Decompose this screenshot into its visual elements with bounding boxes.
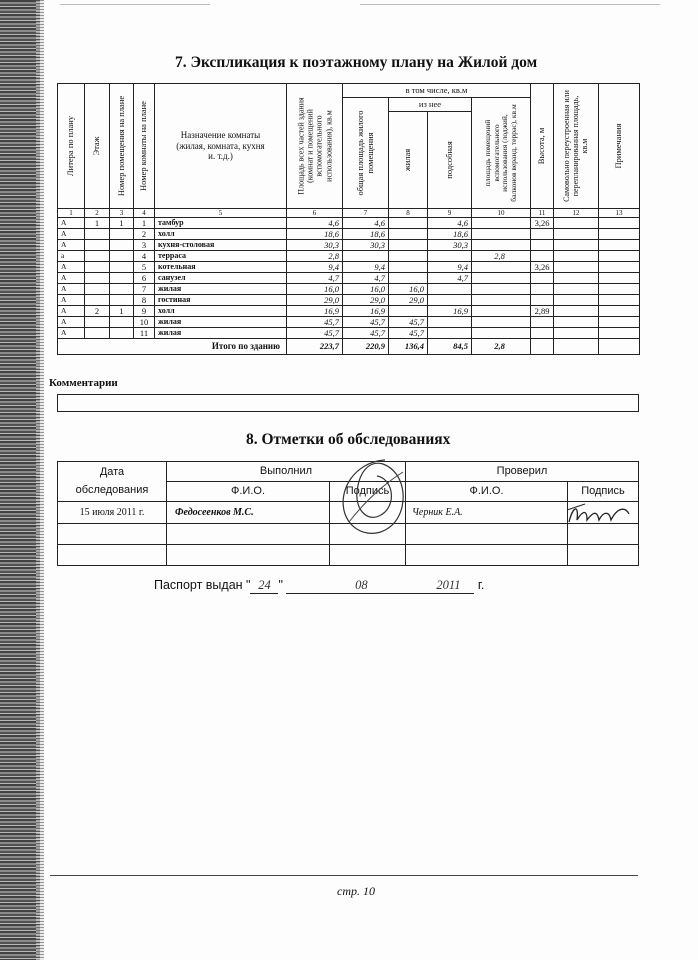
passport-issued-line: Паспорт выдан " 24 " 08 2011 г. [154, 578, 485, 592]
header-primechaniya: Примечания [599, 84, 640, 209]
cell-nomer-komnaty: 11 [134, 328, 155, 339]
cell-naznachenie: тамбур [155, 218, 287, 229]
table-row [58, 218, 640, 229]
cell-etazh [85, 284, 110, 295]
cell-primechaniya [599, 284, 640, 295]
page-number: стр. 10 [337, 884, 375, 898]
table-row [58, 262, 640, 273]
cell-primechaniya [599, 317, 640, 328]
cell-naznachenie: жилая [155, 328, 287, 339]
cell-nomer-pomeshcheniya [110, 273, 134, 284]
total-obshchaya: 220,9 [343, 339, 389, 355]
cell-vysota [531, 295, 554, 306]
cell-litera: А [58, 306, 85, 317]
cell-vysota: 2,89 [531, 306, 554, 317]
cell-ploshchad: 4,6 [287, 218, 343, 229]
cell-primechaniya [599, 273, 640, 284]
table-row [58, 251, 640, 262]
cell-primechaniya [599, 218, 640, 229]
cell-nomer-komnaty: 6 [134, 273, 155, 284]
cell-podsobnaya [428, 284, 472, 295]
total-zhilaya: 136,4 [389, 339, 428, 355]
cell-vspomogatelnaya [472, 218, 531, 229]
cell-zhilaya: 29,0 [389, 295, 428, 306]
cell-obshchaya: 45,7 [343, 328, 389, 339]
cell-vspomogatelnaya [472, 295, 531, 306]
cell-podsobnaya: 18,6 [428, 229, 472, 240]
cell-podsobnaya: 4,7 [428, 273, 472, 284]
header-vysota: Высота, м [531, 84, 554, 209]
total-row [58, 339, 640, 355]
cell-obshchaya: 4,6 [343, 218, 389, 229]
cell-zhilaya [389, 229, 428, 240]
cell-samovolno [554, 240, 599, 251]
cell-zhilaya: 16,0 [389, 284, 428, 295]
header-iz-nee: из нее [389, 98, 472, 112]
cell-etazh [85, 273, 110, 284]
cell-nomer-pomeshcheniya: 1 [110, 306, 134, 317]
header-proveril: Проверил [406, 462, 639, 482]
total-label: Итого по зданию [58, 339, 287, 355]
cell-nomer-komnaty: 4 [134, 251, 155, 262]
cell-etazh [85, 229, 110, 240]
table-row [58, 284, 640, 295]
cell-etazh [85, 262, 110, 273]
exam-checker: Черник Е.А. [406, 502, 568, 524]
cell-zhilaya [389, 218, 428, 229]
cell-litera: А [58, 317, 85, 328]
cell-nomer-komnaty: 3 [134, 240, 155, 251]
cell-vysota [531, 317, 554, 328]
cell-litera: А [58, 273, 85, 284]
table-row [58, 317, 640, 328]
cell-ploshchad: 4,7 [287, 273, 343, 284]
cell-primechaniya [599, 262, 640, 273]
explication-table [57, 83, 640, 355]
total-podsobnaya: 84,5 [428, 339, 472, 355]
cell-nomer-komnaty: 5 [134, 262, 155, 273]
cell-ploshchad: 18,6 [287, 229, 343, 240]
table-row [58, 328, 640, 339]
explication-rows [58, 218, 640, 339]
cell-samovolno [554, 328, 599, 339]
header-podpis-checker: Подпись [568, 482, 639, 502]
cell-vspomogatelnaya: 2,8 [472, 251, 531, 262]
header-naznachenie: Назначение комнаты (жилая, комната, кухня и. т.д.) [155, 84, 287, 209]
passport-label: Паспорт выдан [154, 578, 243, 592]
header-nomer-komnaty: Номер комнаты на плане [134, 84, 155, 209]
cell-nomer-pomeshcheniya: 1 [110, 218, 134, 229]
column-numbers-row: 1 2 3 4 5 6 7 8 9 10 11 12 13 [58, 209, 640, 218]
binding-edge [0, 0, 40, 960]
header-samovolno: Самовольно переустроенная или перепланированная площадь, кв.м [554, 84, 599, 209]
performer-signature-cell [330, 502, 406, 524]
cell-vspomogatelnaya [472, 262, 531, 273]
cell-primechaniya [599, 240, 640, 251]
cell-nomer-komnaty: 2 [134, 229, 155, 240]
cell-podsobnaya [428, 317, 472, 328]
cell-vysota [531, 284, 554, 295]
exam-row [58, 524, 639, 545]
cell-nomer-pomeshcheniya [110, 284, 134, 295]
cell-naznachenie: жилая [155, 284, 287, 295]
cell-ploshchad: 9,4 [287, 262, 343, 273]
cell-obshchaya: 18,6 [343, 229, 389, 240]
cell-vysota: 3,26 [531, 262, 554, 273]
cell-vspomogatelnaya [472, 328, 531, 339]
cell-zhilaya [389, 240, 428, 251]
cell-ploshchad: 30,3 [287, 240, 343, 251]
cell-nomer-pomeshcheniya [110, 262, 134, 273]
total-vspomogatelnaya: 2,8 [472, 339, 531, 355]
cell-litera: А [58, 229, 85, 240]
cell-nomer-komnaty: 1 [134, 218, 155, 229]
passport-month: 08 [286, 578, 436, 594]
exam-row [58, 502, 639, 524]
cell-zhilaya [389, 251, 428, 262]
header-v-tom-chisle: в том числе, кв.м [343, 84, 531, 98]
header-ploshchad: Площадь всех частей здания (комнат и помещений вспомогательного использования), кв.м [287, 84, 343, 209]
comments-field [57, 394, 639, 412]
table-row [58, 229, 640, 240]
table-row [58, 295, 640, 306]
header-podpis-performer: Подпись [330, 482, 406, 502]
header-zhilaya: жилая [389, 112, 428, 209]
cell-zhilaya [389, 273, 428, 284]
cell-etazh [85, 328, 110, 339]
cell-vysota: 3,26 [531, 218, 554, 229]
cell-naznachenie: санузел [155, 273, 287, 284]
cell-samovolno [554, 218, 599, 229]
cell-samovolno [554, 306, 599, 317]
cell-obshchaya: 4,7 [343, 273, 389, 284]
header-obshchaya: общая площадь жилого помещения [343, 98, 389, 209]
header-vypolnil: Выполнил [167, 462, 406, 482]
cell-zhilaya [389, 262, 428, 273]
cell-obshchaya: 30,3 [343, 240, 389, 251]
cell-ploshchad: 29,0 [287, 295, 343, 306]
cell-primechaniya [599, 328, 640, 339]
cell-nomer-komnaty: 10 [134, 317, 155, 328]
cell-nomer-pomeshcheniya [110, 251, 134, 262]
cell-podsobnaya [428, 295, 472, 306]
cell-naznachenie: холл [155, 229, 287, 240]
cell-litera: А [58, 295, 85, 306]
cell-obshchaya [343, 251, 389, 262]
cell-primechaniya [599, 251, 640, 262]
cell-litera: а [58, 251, 85, 262]
table-row [58, 273, 640, 284]
scan-line [360, 4, 660, 5]
cell-vspomogatelnaya [472, 229, 531, 240]
cell-litera: А [58, 328, 85, 339]
examinations-table [57, 461, 639, 566]
cell-obshchaya: 9,4 [343, 262, 389, 273]
header-fio-performer: Ф.И.О. [167, 482, 330, 502]
cell-vysota [531, 328, 554, 339]
cell-nomer-pomeshcheniya [110, 229, 134, 240]
cell-samovolno [554, 284, 599, 295]
cell-obshchaya: 29,0 [343, 295, 389, 306]
cell-etazh [85, 240, 110, 251]
cell-vspomogatelnaya [472, 284, 531, 295]
cell-nomer-komnaty: 7 [134, 284, 155, 295]
table-row [58, 306, 640, 317]
cell-naznachenie: жилая [155, 317, 287, 328]
cell-naznachenie: терраса [155, 251, 287, 262]
scan-line [60, 4, 210, 5]
passport-day: 24 [250, 578, 278, 594]
cell-etazh [85, 295, 110, 306]
exam-performer: Федосеенков М.С. [167, 502, 330, 524]
cell-obshchaya: 16,0 [343, 284, 389, 295]
cell-samovolno [554, 317, 599, 328]
cell-naznachenie: котельная [155, 262, 287, 273]
cell-ploshchad: 2,8 [287, 251, 343, 262]
section7-title: 7. Экспликация к поэтажному плану на Жилой дом [175, 54, 538, 71]
cell-naznachenie: кухня-столовая [155, 240, 287, 251]
cell-litera: А [58, 218, 85, 229]
cell-ploshchad: 45,7 [287, 328, 343, 339]
cell-etazh [85, 317, 110, 328]
cell-zhilaya [389, 306, 428, 317]
cell-vysota [531, 251, 554, 262]
cell-podsobnaya: 4,6 [428, 218, 472, 229]
comments-label: Комментарии [49, 377, 118, 389]
cell-ploshchad: 45,7 [287, 317, 343, 328]
total-area: 223,7 [287, 339, 343, 355]
cell-litera: А [58, 262, 85, 273]
cell-naznachenie: гостиная [155, 295, 287, 306]
footer-divider [50, 875, 638, 876]
header-nomer-pomeshcheniya: Номер помещения на плане [110, 84, 134, 209]
cell-etazh: 2 [85, 306, 110, 317]
cell-nomer-komnaty: 8 [134, 295, 155, 306]
checker-signature-cell [568, 502, 639, 524]
cell-vspomogatelnaya [472, 306, 531, 317]
header-fio-checker: Ф.И.О. [406, 482, 568, 502]
cell-nomer-komnaty: 9 [134, 306, 155, 317]
cell-ploshchad: 16,0 [287, 284, 343, 295]
cell-zhilaya: 45,7 [389, 328, 428, 339]
cell-primechaniya [599, 295, 640, 306]
header-podsobnaya: подсобная [428, 112, 472, 209]
cell-podsobnaya [428, 328, 472, 339]
cell-litera: А [58, 240, 85, 251]
header-vspomogatelnaya: площадь помещений вспомогательного использования (лоджий, балконов веранд, террас), кв.м [472, 98, 531, 209]
cell-nomer-pomeshcheniya [110, 317, 134, 328]
cell-obshchaya: 16,9 [343, 306, 389, 317]
cell-ploshchad: 16,9 [287, 306, 343, 317]
header-litera: Литера по плану [58, 84, 85, 209]
cell-nomer-pomeshcheniya [110, 328, 134, 339]
cell-litera: А [58, 284, 85, 295]
exam-row [58, 545, 639, 566]
cell-primechaniya [599, 229, 640, 240]
cell-podsobnaya: 9,4 [428, 262, 472, 273]
cell-samovolno [554, 251, 599, 262]
cell-vysota [531, 273, 554, 284]
exam-date: 15 июля 2011 г. [58, 502, 167, 524]
cell-primechaniya [599, 306, 640, 317]
cell-vspomogatelnaya [472, 273, 531, 284]
cell-etazh: 1 [85, 218, 110, 229]
cell-podsobnaya: 30,3 [428, 240, 472, 251]
cell-nomer-pomeshcheniya [110, 295, 134, 306]
cell-vspomogatelnaya [472, 317, 531, 328]
cell-vspomogatelnaya [472, 240, 531, 251]
cell-podsobnaya [428, 251, 472, 262]
cell-vysota [531, 229, 554, 240]
cell-vysota [531, 240, 554, 251]
cell-samovolno [554, 295, 599, 306]
cell-obshchaya: 45,7 [343, 317, 389, 328]
cell-samovolno [554, 273, 599, 284]
cell-podsobnaya: 16,9 [428, 306, 472, 317]
passport-year: 2011 [436, 578, 474, 594]
passport-suffix: г. [477, 578, 485, 592]
cell-naznachenie: холл [155, 306, 287, 317]
header-etazh: Этаж [85, 84, 110, 209]
table-row [58, 240, 640, 251]
section8-title: 8. Отметки об обследованиях [246, 431, 451, 448]
cell-samovolno [554, 262, 599, 273]
binding-edge-shadow [36, 0, 44, 960]
cell-samovolno [554, 229, 599, 240]
header-data-obsledovaniya: Дата обследования [58, 462, 167, 502]
cell-nomer-pomeshcheniya [110, 240, 134, 251]
cell-etazh [85, 251, 110, 262]
cell-zhilaya: 45,7 [389, 317, 428, 328]
